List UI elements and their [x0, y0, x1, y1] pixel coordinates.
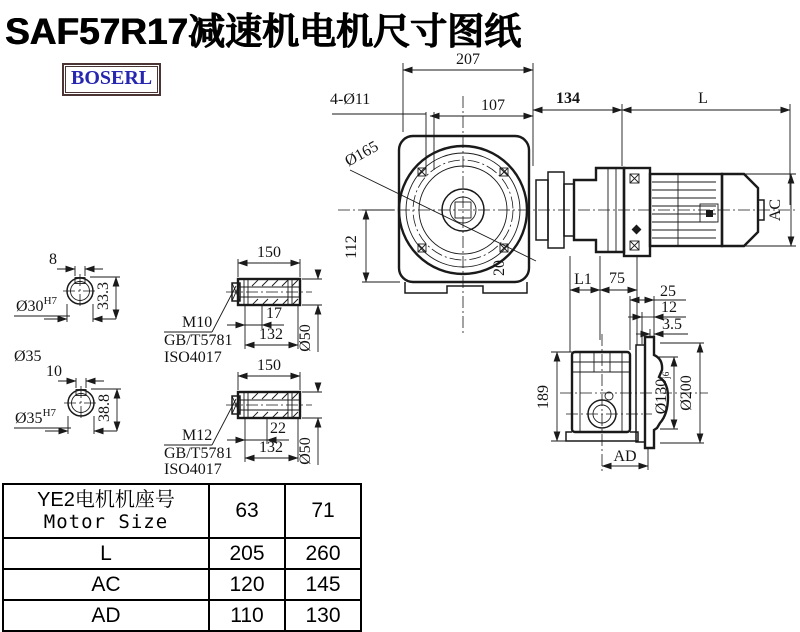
dim-key-8: 8	[49, 251, 57, 268]
dim-132: 132	[259, 439, 283, 456]
label-iso-std: ISO4017	[164, 349, 222, 366]
dim-bore-35: $Ø35^{H7}$	[15, 407, 57, 427]
dia165-leader	[350, 170, 536, 261]
dim-L: L	[698, 90, 708, 107]
dim-20: 20	[491, 260, 508, 276]
dim-3-5: 3.5	[662, 316, 682, 333]
label-m10: M10	[182, 314, 213, 331]
dim-112: 112	[343, 235, 360, 259]
dim-150: 150	[257, 357, 281, 374]
dim-dia50: Ø50	[297, 324, 314, 352]
dim-L1: L1	[574, 271, 592, 288]
logo-text: BOSERL	[71, 67, 153, 89]
cell-value: 120	[209, 569, 285, 600]
dim-AC: AC	[767, 198, 784, 222]
dim-207: 207	[456, 51, 480, 68]
cell-value: 205	[209, 538, 285, 569]
row-label: L	[3, 538, 209, 569]
output-side-view	[535, 283, 708, 472]
header-en: Motor Size	[43, 510, 169, 533]
dim-12: 12	[661, 299, 677, 316]
bolt-hole	[500, 168, 508, 176]
dim-33-3: 33.3	[95, 282, 112, 310]
dim-dia50: Ø50	[297, 437, 314, 465]
shaft-section-30	[14, 251, 120, 322]
dim-189: 189	[535, 385, 552, 409]
table-row-L	[3, 538, 361, 569]
dim-38-8: 38.8	[96, 394, 113, 422]
label-bolt-holes: 4-Ø11	[330, 91, 371, 108]
label-gb-std: GB/T5781	[164, 332, 233, 349]
header-cn: YE2电机机座号	[37, 488, 175, 511]
dim-17: 17	[266, 305, 282, 322]
dim-AD: AD	[613, 448, 637, 465]
cell-value: 260	[285, 538, 361, 569]
row-label: AC	[3, 569, 209, 600]
table-header-row	[3, 484, 361, 538]
label-iso-std: ISO4017	[164, 461, 222, 478]
cell-value: 130	[285, 600, 361, 631]
dim-107: 107	[481, 97, 505, 114]
hollow-shaft-m12	[164, 357, 322, 478]
size-63: 63	[209, 484, 285, 538]
row-label: AD	[3, 600, 209, 631]
motor-size-table	[2, 483, 362, 632]
dim-75: 75	[609, 270, 625, 287]
bolt-hole	[418, 244, 426, 252]
dim-dia130: Ø130j6	[653, 371, 671, 415]
header-motor-size	[3, 484, 209, 538]
flange-bar	[636, 345, 645, 442]
shaft-section-35	[14, 363, 121, 434]
cell-value: 110	[209, 600, 285, 631]
hollow-shaft-m10	[164, 244, 322, 366]
table-row-AC	[3, 569, 361, 600]
dim-bore-30: $Ø30^{H7}$	[16, 295, 58, 315]
dim-25: 25	[660, 283, 676, 300]
dim-key-10: 10	[46, 363, 62, 380]
dim-dia200: Ø200	[678, 375, 695, 411]
cell-value: 145	[285, 569, 361, 600]
dim-22: 22	[270, 420, 286, 437]
gearbox-rear-housing	[572, 352, 630, 432]
gearbox-feet	[405, 282, 527, 293]
table-row-AD	[3, 600, 361, 631]
dim-132: 132	[259, 326, 283, 343]
label-m12: M12	[182, 427, 213, 444]
bolt-hole	[418, 168, 426, 176]
dim-150: 150	[257, 244, 281, 261]
label-dia35: Ø35	[14, 348, 42, 365]
size-71: 71	[285, 484, 361, 538]
label-gb-std: GB/T5781	[164, 445, 233, 462]
dim-134: 134	[556, 90, 580, 107]
dim-dia165: Ø165	[342, 138, 382, 171]
page-title: SAF57R17减速机电机尺寸图纸	[5, 11, 522, 52]
gearbox-housing	[399, 136, 529, 282]
